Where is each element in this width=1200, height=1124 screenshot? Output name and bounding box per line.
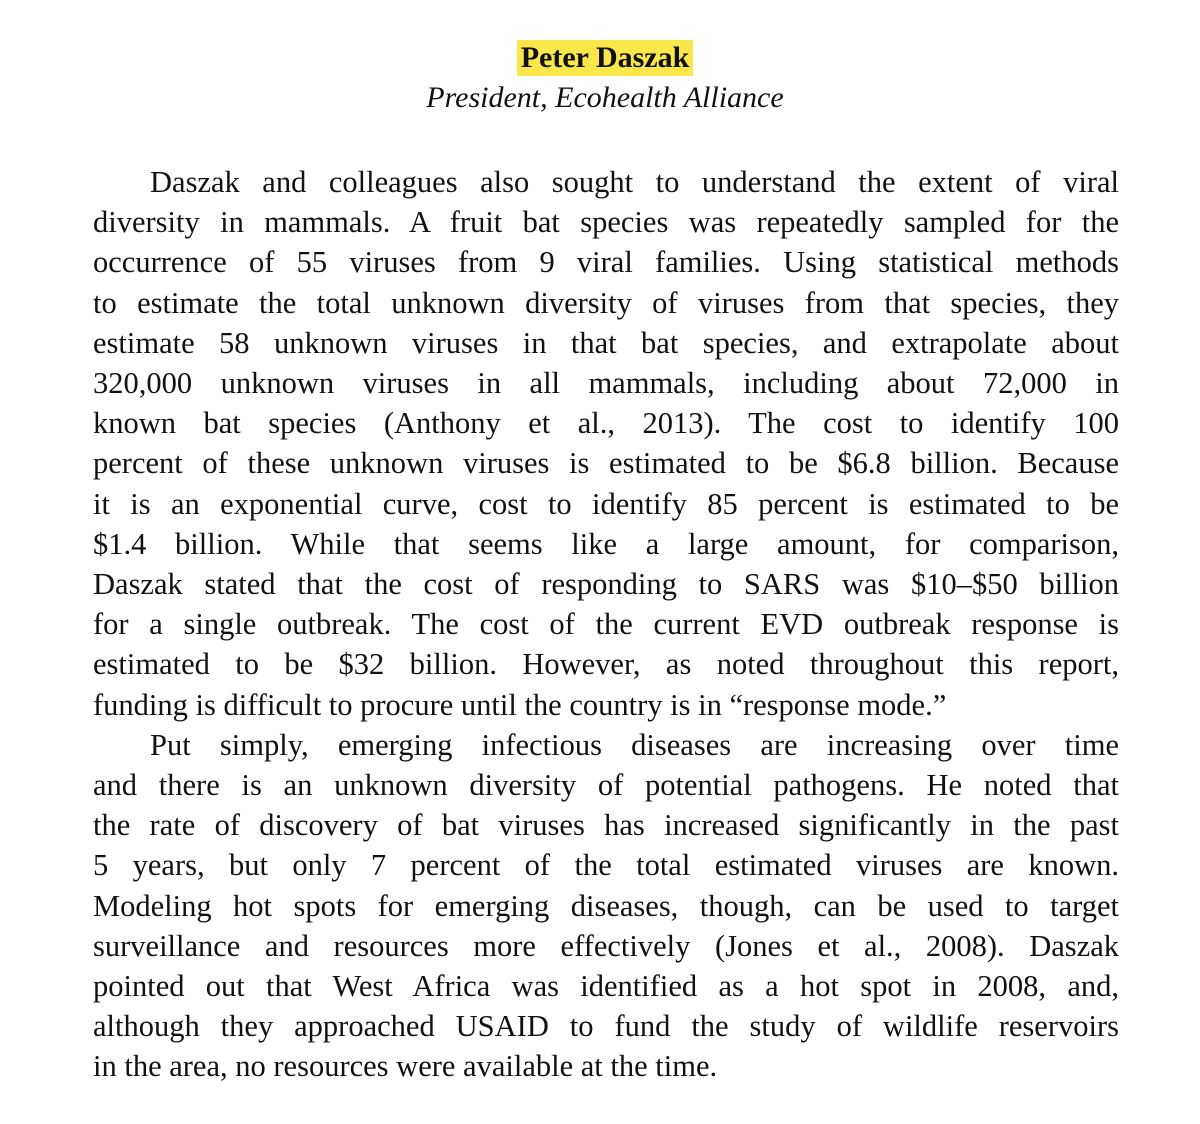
text-line: to estimate the total unknown diversity of viruses from that species, they — [93, 285, 1119, 320]
text-line: $1.4 billion. While that seems like a large amount, for comparison, — [93, 526, 1119, 561]
text-line: funding is difficult to procure until the country is in “response mode.” — [93, 687, 947, 722]
text-line: Modeling hot spots for emerging diseases, though, can be used to target — [93, 888, 1119, 923]
text-line: in the area, no resources were available at the time. — [93, 1049, 718, 1084]
text-line: Put simply, emerging infectious diseases are increasing over time — [150, 727, 1119, 762]
text-line: it is an exponential curve, cost to identify 85 percent is estimated to be — [93, 486, 1119, 521]
text-line: although they approached USAID to fund the study of wildlife reservoirs — [93, 1009, 1119, 1044]
speaker-title: President, Ecohealth Alliance — [426, 81, 784, 114]
text-line: occurrence of 55 viruses from 9 viral families. Using statistical methods — [93, 245, 1119, 280]
body-text — [93, 162, 1119, 1087]
paragraph-1 — [93, 162, 1119, 725]
text-line: the rate of discovery of bat viruses has increased significantly in the past — [93, 808, 1119, 843]
text-line: Daszak and colleagues also sought to understand the extent of viral — [150, 165, 1119, 199]
text-line: 320,000 unknown viruses in all mammals, including about 72,000 in — [93, 366, 1119, 401]
text-line: and there is an unknown diversity of potential pathogens. He noted that — [93, 768, 1119, 803]
speaker-heading — [0, 40, 1200, 118]
speaker-name: Peter Daszak — [517, 40, 694, 76]
text-line: diversity in mammals. A fruit bat species was repeatedly sampled for the — [93, 205, 1119, 240]
text-line: for a single outbreak. The cost of the current EVD outbreak response is — [93, 607, 1119, 642]
text-line: estimated to be $32 billion. However, as noted throughout this report, — [93, 647, 1119, 682]
text-line: surveillance and resources more effectively (Jones et al., 2008). Daszak — [93, 928, 1119, 963]
text-line: known bat species (Anthony et al., 2013). The cost to identify 100 — [93, 406, 1119, 441]
text-line: Daszak stated that the cost of responding to SARS was $10–$50 billion — [93, 567, 1119, 602]
text-line: pointed out that West Africa was identified as a hot spot in 2008, and, — [93, 969, 1119, 1004]
text-line: percent of these unknown viruses is estimated to be $6.8 billion. Because — [93, 446, 1119, 481]
paragraph-2 — [93, 725, 1119, 1087]
text-line: 5 years, but only 7 percent of the total estimated viruses are known. — [93, 848, 1119, 883]
text-line: estimate 58 unknown viruses in that bat species, and extrapolate about — [93, 325, 1119, 360]
